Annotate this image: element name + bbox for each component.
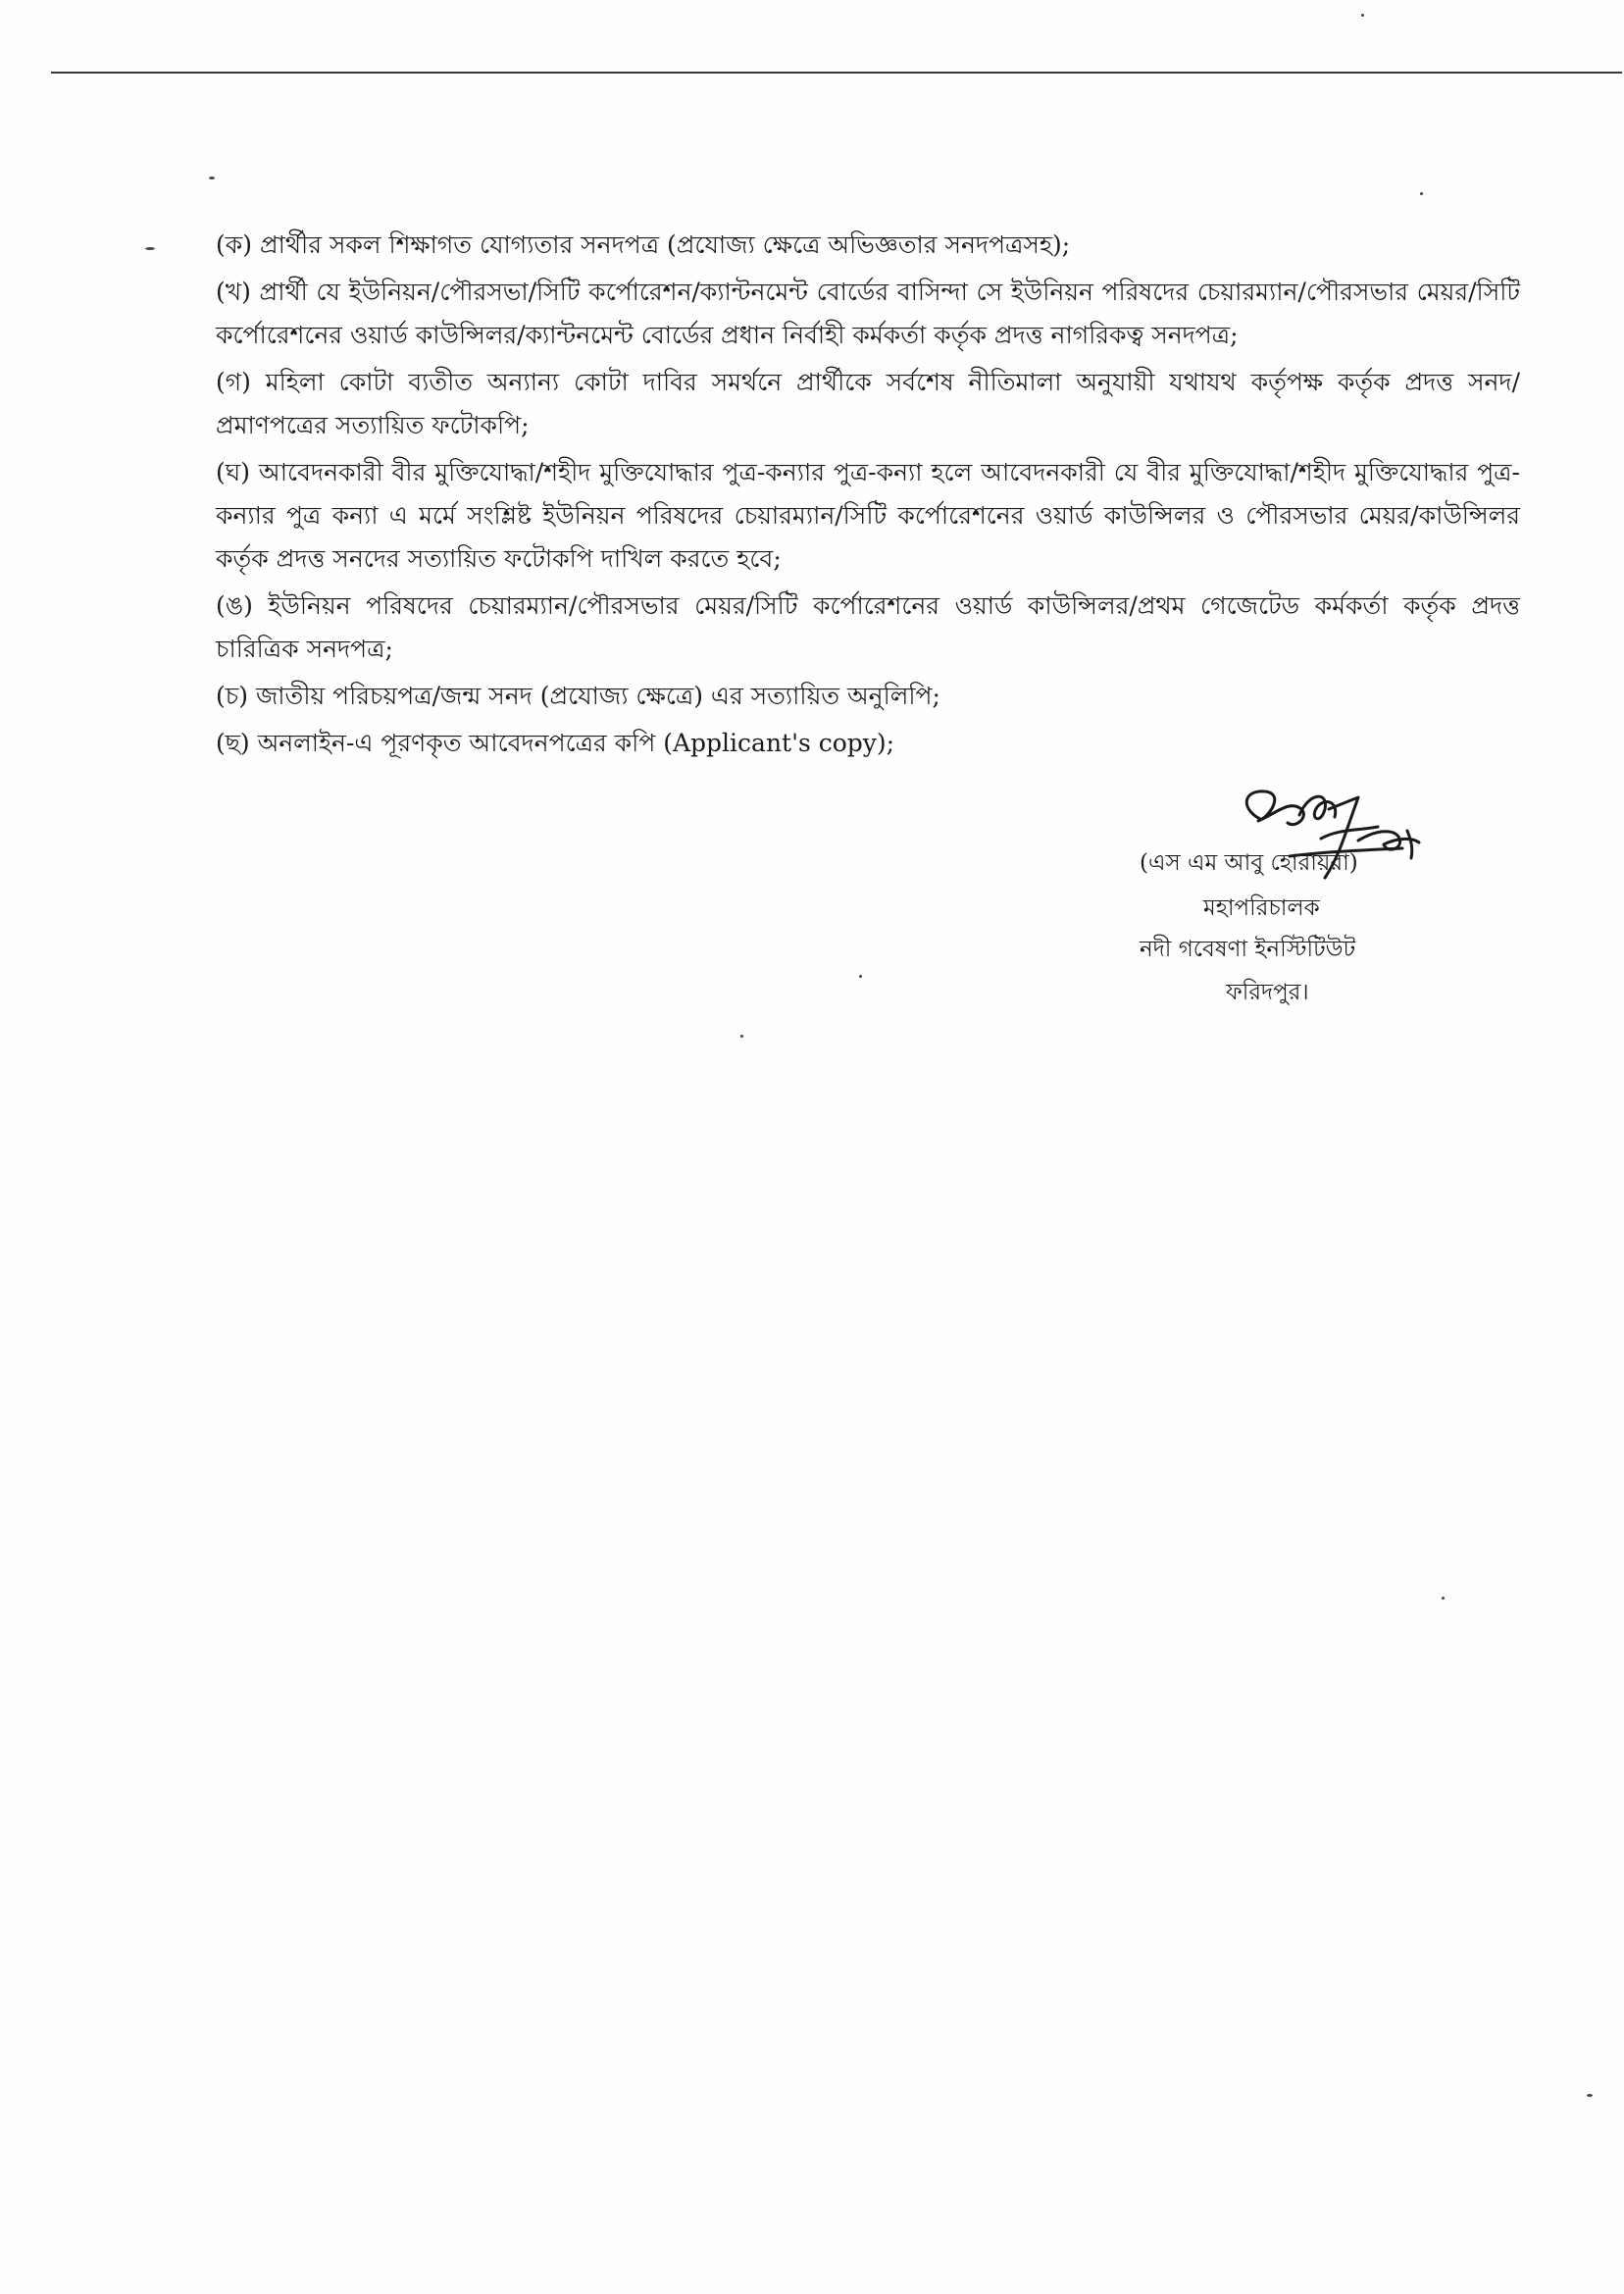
list-item: (ঘ) আবেদনকারী বীর মুক্তিযোদ্ধা/শহীদ মুক্তিযোদ্ধার পুত্র-কন্যার পুত্র-কন্যা হলে আবেদনকারী যে বীর মুক্তিযোদ্ধা/শহীদ মুক্তিযোদ্ধার পুত্র- কন্যার পুত্র কন্যা এ মর্মে সংশ্লিষ্ট ইউনিয়ন পরিষদের চেয়ারম্যান/সিটি কর্পোরেশনের ওয়ার্ড কাউন্সিলর ও পৌরসভার মেয়র/কাউন্সিলর কর্তৃক প্রদত্ত সনদের সত্যায়িত ফটোকপি দাখিল করতে হবে; — [216, 458, 1520, 573]
list-item: (ক) প্রার্থীর সকল শিক্ষাগত যোগ্যতার সনদপত্র (প্রযোজ্য ক্ষেত্রে অভিজ্ঞতার সনদপত্রসহ); — [216, 230, 1071, 259]
list-item: (গ) মহিলা কোটা ব্যতীত অন্যান্য কোটা দাবির সমর্থনে প্রার্থীকে সর্বশেষ নীতিমালা অনুযায়ী যথাযথ কর্তৃপক্ষ কর্তৃক প্রদত্ত সনদ/প্রমাণপত্রের সত্যায়িত ফটোকপি; — [216, 368, 1520, 439]
scan-speck — [859, 975, 862, 978]
signatory-name: (এস এম আবু হোরায়রা) — [1140, 850, 1358, 876]
signatory-organization: নদী গবেষণা ইনস্টিটিউট — [1140, 937, 1356, 962]
list-item: (খ) প্রার্থী যে ইউনিয়ন/পৌরসভা/সিটি কর্পোরেশন/ক্যান্টনমেন্ট বোর্ডের বাসিন্দা সে ইউনিয়ন পরিষদের চেয়ারম্যান/পৌরসভার মেয়র/সিটি কর্পোরেশনের ওয়ার্ড কাউন্সিলর/ক্যান্টনমেন্ট বোর্ডের প্রধান নির্বাহী কর্মকর্তা কর্তৃক প্রদত্ত নাগরিকত্ব সনদপত্র; — [216, 278, 1520, 349]
signatory-designation: মহাপরিচালক — [1203, 895, 1320, 921]
list-item: (চ) জাতীয় পরিচয়পত্র/জন্ম সনদ (প্রযোজ্য ক্ষেত্রে) এর সত্যায়িত অনুলিপি; — [216, 682, 940, 710]
required-documents-list — [216, 224, 1520, 769]
scan-speck — [1587, 2094, 1593, 2097]
scan-speck — [740, 1035, 743, 1038]
header-rule — [51, 72, 1622, 74]
list-item: (ছ) অনলাইন-এ পূরণকৃত আবেদনপত্রের কপি (Applicant's copy); — [216, 729, 895, 757]
signatory-location: ফরিদপুর। — [1226, 980, 1309, 1005]
scan-speck — [1361, 14, 1364, 17]
scan-speck — [1442, 1597, 1445, 1600]
list-item: (ঙ) ইউনিয়ন পরিষদের চেয়ারম্যান/পৌরসভার মেয়র/সিটি কর্পোরেশনের ওয়ার্ড কাউন্সিলর/প্রথম গেজেটেড কর্মকর্তা কর্তৃক প্রদত্ত চারিত্রিক সনদপত্র; — [216, 591, 1520, 663]
scan-speck — [209, 177, 215, 179]
signature-block — [1108, 780, 1442, 1045]
scan-speck — [145, 247, 155, 250]
scan-speck — [1420, 192, 1423, 195]
